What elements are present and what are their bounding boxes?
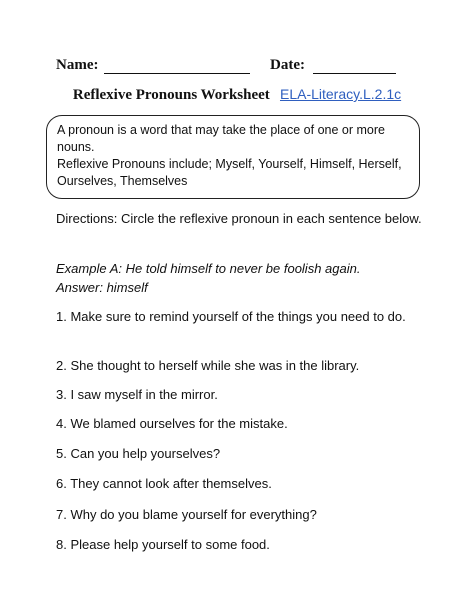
example-block — [56, 259, 426, 297]
definition-box — [46, 115, 420, 199]
question-item: 4. We blamed ourselves for the mistake. — [56, 416, 288, 431]
question-item: 3. I saw myself in the mirror. — [56, 387, 218, 402]
directions-text: Directions: Circle the reflexive pronoun in each sentence below. — [56, 211, 422, 226]
title-row — [0, 86, 474, 104]
example-answer: Answer: himself — [56, 280, 148, 295]
question-item: 8. Please help yourself to some food. — [56, 537, 270, 552]
question-item: 5. Can you help yourselves? — [56, 446, 221, 461]
name-blank-line — [104, 59, 250, 74]
date-label: Date: — [270, 57, 305, 73]
date-blank-line — [313, 59, 396, 74]
worksheet-title: Reflexive Pronouns Worksheet — [72, 87, 270, 103]
question-item: 7. Why do you blame yourself for everything? — [56, 507, 317, 522]
name-label: Name: — [56, 57, 99, 73]
question-item: 1. Make sure to remind yourself of the things you need to do. — [56, 309, 406, 324]
question-item: 6. They cannot look after themselves. — [56, 476, 272, 491]
example-sentence: Example A: He told himself to never be foolish again. — [56, 261, 361, 276]
reflexive-list-text: Reflexive Pronouns include; Myself, Yourself, Himself, Herself, Ourselves, Themselves — [57, 157, 402, 188]
definition-text: A pronoun is a word that may take the place of one or more nouns. — [57, 123, 385, 154]
question-item: 2. She thought to herself while she was in the library. — [56, 358, 360, 373]
standard-link[interactable]: ELA-Literacy.L.2.1c — [279, 86, 402, 102]
